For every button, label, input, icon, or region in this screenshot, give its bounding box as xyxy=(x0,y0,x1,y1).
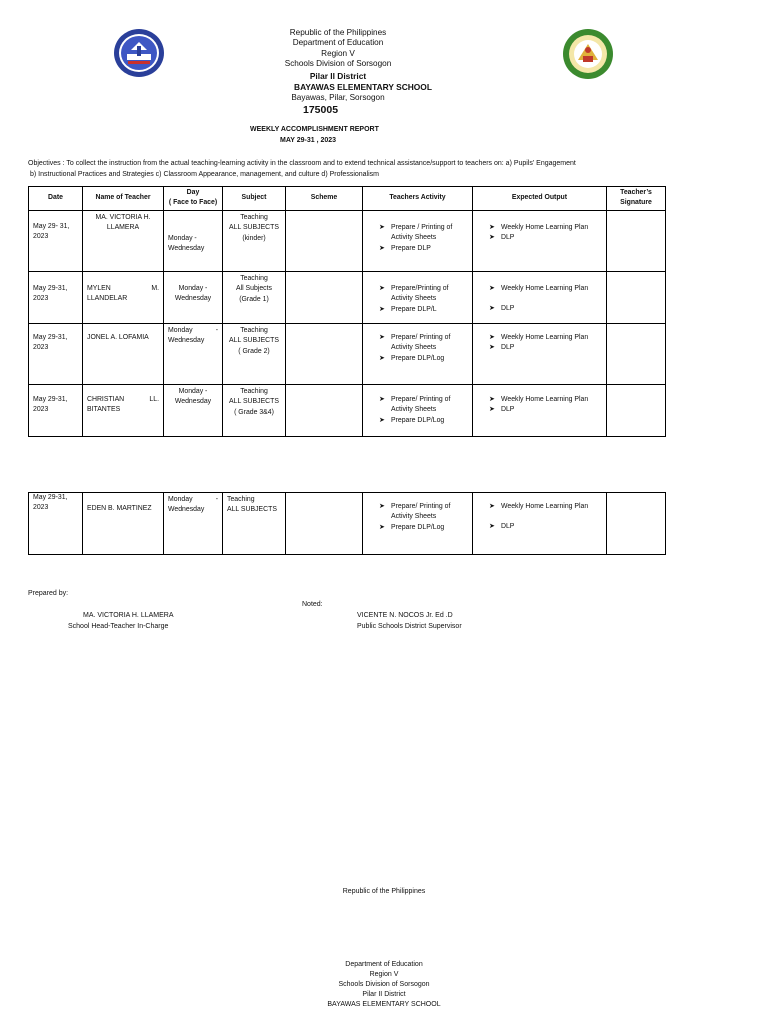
activity-item xyxy=(375,333,468,354)
table-row xyxy=(29,493,666,555)
activity-item xyxy=(375,284,468,305)
row-output xyxy=(473,323,607,384)
day-dash: - xyxy=(215,496,218,503)
row-date: May 29-31, 2023 xyxy=(29,271,83,323)
activity-text: Prepare/Printing of Activity Sheets xyxy=(391,284,449,303)
footer-block xyxy=(284,960,484,1010)
row-output xyxy=(473,210,607,271)
school-seal-icon xyxy=(562,28,614,80)
col-day xyxy=(164,187,223,211)
row-scheme xyxy=(286,271,363,323)
arrowhead-icon: ➤ xyxy=(489,395,495,403)
col-signature-line2: Signature xyxy=(620,199,652,207)
arrowhead-icon: ➤ xyxy=(379,416,385,424)
table-header-row xyxy=(29,187,666,211)
noted-label: Noted: xyxy=(302,601,323,608)
table-row xyxy=(29,323,666,384)
arrowhead-icon: ➤ xyxy=(489,305,495,313)
activity-text: Prepare/ Printing of Activity Sheets xyxy=(391,395,451,414)
row-subject xyxy=(223,271,286,323)
row-subject xyxy=(223,493,286,555)
header-school: BAYAWAS ELEMENTARY SCHOOL xyxy=(294,82,432,92)
subject-line2: ALL SUBJECTS xyxy=(229,224,279,232)
header-deped: Department of Education xyxy=(292,38,384,48)
subject-line1: Teaching xyxy=(240,387,268,395)
output-text: DLP xyxy=(501,305,515,313)
arrowhead-icon: ➤ xyxy=(379,223,385,231)
row-activity xyxy=(363,493,473,555)
arrowhead-icon: ➤ xyxy=(379,333,385,341)
arrowhead-icon: ➤ xyxy=(379,503,385,510)
header-district: Pilar II District xyxy=(309,71,367,81)
subject-line2: ALL SUBJECTS xyxy=(227,506,277,514)
activity-text: Prepare DLP/Log xyxy=(391,354,445,362)
col-signature-line1: Teacher’s xyxy=(620,189,652,196)
row-date: May 29- 31, 2023 xyxy=(29,210,83,271)
row-day xyxy=(164,323,223,384)
arrowhead-icon: ➤ xyxy=(379,305,385,313)
col-activity: Teachers Activity xyxy=(363,187,473,211)
header-address: Bayawas, Pilar, Sorsogon xyxy=(291,93,385,102)
teacher-first: MYLEN xyxy=(87,284,111,292)
row-date: May 29-31, 2023 xyxy=(29,384,83,436)
row-scheme xyxy=(286,493,363,555)
teacher-line2: LLAMERA xyxy=(106,224,140,232)
col-signature xyxy=(607,187,666,211)
output-item xyxy=(485,333,602,343)
output-item xyxy=(485,233,602,243)
arrowhead-icon: ➤ xyxy=(489,344,495,352)
header-region: Region V xyxy=(321,48,355,58)
teacher-middle: LL. xyxy=(149,395,159,403)
teacher-first: CHRISTIAN xyxy=(87,395,125,403)
activity-item xyxy=(375,395,468,416)
output-text: DLP xyxy=(501,234,515,242)
teacher-last: LLANDELAR xyxy=(87,295,128,303)
activity-text: Prepare/ Printing of Activity Sheets xyxy=(391,333,451,352)
row-signature xyxy=(607,384,666,436)
report-date: MAY 29-31 , 2023 xyxy=(280,137,337,144)
row-signature xyxy=(607,271,666,323)
row-scheme xyxy=(286,384,363,436)
row-day xyxy=(164,493,223,555)
prepared-by-label: Prepared by: xyxy=(28,590,69,597)
day-end: Wednesday xyxy=(168,337,205,345)
row-activity xyxy=(363,271,473,323)
row-day: Monday - Wednesday xyxy=(164,210,223,271)
footer-school: BAYAWAS ELEMENTARY SCHOOL xyxy=(327,1001,441,1008)
row-day: Monday - Wednesday xyxy=(164,271,223,323)
header-republic: Republic of the Philippines xyxy=(289,28,387,37)
footer-deped: Department of Education xyxy=(345,961,423,968)
subject-line1: Teaching xyxy=(240,274,268,282)
activity-text: Prepare / Printing of Activity Sheets xyxy=(391,223,453,242)
output-text: Weekly Home Learning Plan xyxy=(501,223,589,231)
col-day-line2: ( Face to Face) xyxy=(168,199,218,207)
activity-text: Prepare DLP/Log xyxy=(391,416,445,424)
day-dash: - xyxy=(215,326,218,334)
noted-by-name: VICENTE N. NOCOS Jr. Ed .D xyxy=(357,612,453,619)
subject-line3: (kinder) xyxy=(242,234,266,242)
row-teacher xyxy=(83,271,164,323)
row-scheme xyxy=(286,210,363,271)
row-signature xyxy=(607,493,666,555)
row-date: May 29-31, 2023 xyxy=(29,493,83,555)
footer-division: Schools Division of Sorsogon xyxy=(338,981,430,988)
output-item xyxy=(485,343,602,353)
table-row xyxy=(29,210,666,271)
arrowhead-icon: ➤ xyxy=(379,284,385,292)
subject-line1: Teaching xyxy=(227,496,255,503)
subject-line2: All Subjects xyxy=(235,285,272,293)
deped-seal-icon xyxy=(113,28,165,78)
row-output xyxy=(473,493,607,555)
activity-item xyxy=(375,354,468,364)
noted-by-title: Public Schools District Supervisor xyxy=(357,623,462,630)
arrowhead-icon: ➤ xyxy=(489,234,495,242)
report-title: WEEKLY ACCOMPLISHMENT REPORT xyxy=(250,126,379,133)
output-text: DLP xyxy=(501,406,515,414)
footer-region: Region V xyxy=(369,971,399,978)
arrowhead-icon: ➤ xyxy=(489,406,495,414)
output-text: Weekly Home Learning Plan xyxy=(501,284,589,292)
activity-text: Prepare DLP xyxy=(391,244,431,252)
row-teacher: EDEN B. MARTINEZ xyxy=(83,493,164,555)
arrowhead-icon: ➤ xyxy=(489,523,495,531)
day-start: Monday xyxy=(168,496,193,503)
arrowhead-icon: ➤ xyxy=(489,284,495,292)
footer-republic: Republic of the Philippines xyxy=(342,888,426,895)
objectives-line-2: b) Instructional Practices and Strategies c) Classroom Appearance, management, and culture d) Professionalism xyxy=(30,171,380,178)
subject-line3: (Grade 1) xyxy=(239,295,269,303)
row-subject xyxy=(223,210,286,271)
col-date: Date xyxy=(29,187,83,211)
output-item xyxy=(485,502,602,512)
subject-line2: ALL SUBJECTS xyxy=(229,398,279,406)
accomplishment-table xyxy=(28,186,666,437)
teacher-middle: M. xyxy=(151,284,159,292)
subject-line2: ALL SUBJECTS xyxy=(229,337,279,345)
activity-item xyxy=(375,502,468,523)
table-row xyxy=(29,271,666,323)
prepared-by-title: School Head-Teacher In-Charge xyxy=(68,623,169,630)
output-item xyxy=(485,405,602,415)
output-item xyxy=(485,223,602,233)
output-text: DLP xyxy=(501,523,515,531)
row-teacher xyxy=(83,384,164,436)
output-text: Weekly Home Learning Plan xyxy=(501,333,589,341)
header-division: Schools Division of Sorsogon xyxy=(284,59,392,69)
activity-item xyxy=(375,244,468,254)
subject-line3: ( Grade 2) xyxy=(238,347,270,355)
school-id: 175005 xyxy=(303,104,339,116)
activity-item xyxy=(375,223,468,244)
row-teacher: JONEL A. LOFAMIA xyxy=(83,323,164,384)
arrowhead-icon: ➤ xyxy=(379,523,385,531)
row-signature xyxy=(607,323,666,384)
output-item xyxy=(485,395,602,405)
col-scheme: Scheme xyxy=(286,187,363,211)
arrowhead-icon: ➤ xyxy=(489,503,495,510)
objectives-line-1: Objectives : To collect the instruction from the actual teaching-learning activity in the classroom and to extend technical assistance/support to teachers on: a) Pupils’ Engagement xyxy=(28,160,576,167)
subject-line3: ( Grade 3&4) xyxy=(234,408,274,416)
activity-item xyxy=(375,523,468,533)
row-teacher xyxy=(83,210,164,271)
output-item xyxy=(485,522,602,532)
output-text: Weekly Home Learning Plan xyxy=(501,503,589,510)
arrowhead-icon: ➤ xyxy=(489,223,495,231)
row-output xyxy=(473,271,607,323)
col-output: Expected Output xyxy=(473,187,607,211)
row-activity xyxy=(363,323,473,384)
activity-text: Prepare DLP/Log xyxy=(391,523,445,531)
output-item xyxy=(485,304,602,314)
subject-line1: Teaching xyxy=(240,326,268,334)
subject-line1: Teaching xyxy=(240,213,268,221)
col-day-line1: Day xyxy=(186,189,200,196)
activity-item xyxy=(375,305,468,315)
row-output xyxy=(473,384,607,436)
output-text: DLP xyxy=(501,344,515,352)
row-signature xyxy=(607,210,666,271)
row-activity xyxy=(363,210,473,271)
col-subject: Subject xyxy=(223,187,286,211)
row-day: Monday - Wednesday xyxy=(164,384,223,436)
activity-text: Prepare DLP/L xyxy=(391,305,437,313)
prepared-by-name: MA. VICTORIA H. LLAMERA xyxy=(83,612,174,619)
col-teacher: Name of Teacher xyxy=(83,187,164,211)
day-end: Wednesday xyxy=(168,506,205,514)
arrowhead-icon: ➤ xyxy=(379,395,385,403)
activity-item xyxy=(375,416,468,426)
footer-district: Pilar II District xyxy=(362,991,406,998)
row-date: May 29-31, 2023 xyxy=(29,323,83,384)
arrowhead-icon: ➤ xyxy=(379,354,385,362)
teacher-last: BITANTES xyxy=(87,406,121,414)
row-subject xyxy=(223,323,286,384)
arrowhead-icon: ➤ xyxy=(489,333,495,341)
row-subject xyxy=(223,384,286,436)
output-text: Weekly Home Learning Plan xyxy=(501,395,589,403)
table-row xyxy=(29,384,666,436)
output-item xyxy=(485,284,602,294)
header-block xyxy=(238,28,438,70)
activity-text: Prepare/ Printing of Activity Sheets xyxy=(391,503,451,521)
row-scheme xyxy=(286,323,363,384)
teacher-line1: MA. VICTORIA H. xyxy=(95,213,151,221)
arrowhead-icon: ➤ xyxy=(379,244,385,252)
day-start: Monday xyxy=(168,326,193,334)
row-activity xyxy=(363,384,473,436)
accomplishment-table-continued xyxy=(28,492,666,555)
